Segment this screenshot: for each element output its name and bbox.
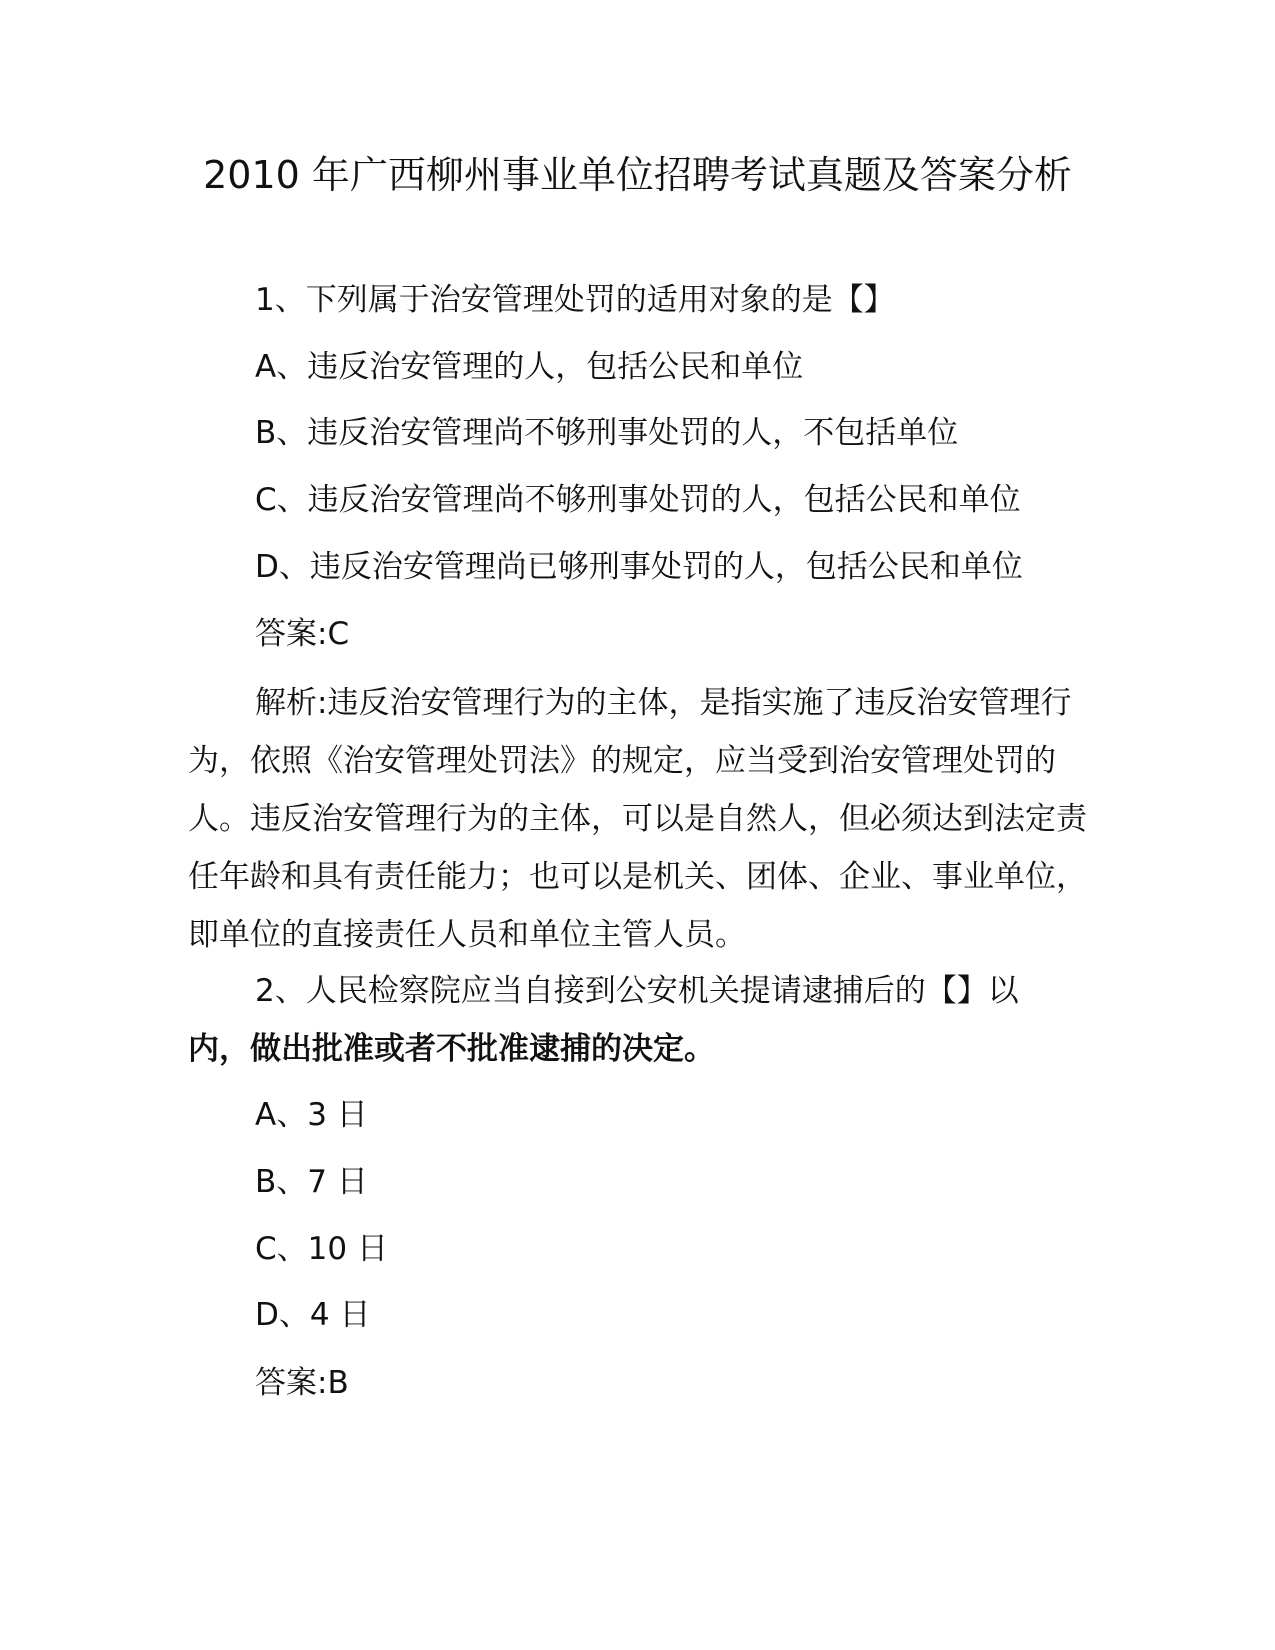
question-2-option-d: D、4 日	[255, 1297, 371, 1333]
question-1-option-b: B、违反治安管理尚不够刑事处罚的人，不包括单位	[255, 415, 959, 451]
question-2-answer: 答案:B	[255, 1365, 349, 1401]
question-2-stem-line-2: 内，做出批准或者不批准逮捕的决定。	[188, 1031, 715, 1067]
question-1-analysis: 解析:违反治安管理行为的主体，是指实施了违反治安管理行为，依照《治安管理处罚法》的规定，应当受到治安管理处罚的人。违反治安管理行为的主体，可以是自然人，但必须达到法定责任年龄和具有责任能力；也可以是机关、团体、企业、事业单位，即单位的直接责任人员和单位主管人员。	[188, 685, 1087, 953]
document-title: 2010 年广西柳州事业单位招聘考试真题及答案分析	[203, 153, 1072, 197]
question-1-option-d: D、违反治安管理尚已够刑事处罚的人，包括公民和单位	[255, 549, 1023, 585]
question-2-option-a: A、3 日	[255, 1097, 368, 1133]
question-1-stem: 1、下列属于治安管理处罚的适用对象的是【】	[255, 282, 895, 318]
question-1-answer: 答案:C	[255, 616, 350, 652]
question-2-option-c: C、10 日	[255, 1231, 388, 1267]
question-2-stem-line-1: 2、人民检察院应当自接到公安机关提请逮捕后的【】以	[255, 973, 1019, 1009]
question-1-option-c: C、违反治安管理尚不够刑事处罚的人，包括公民和单位	[255, 482, 1021, 518]
question-2-option-b: B、7 日	[255, 1164, 368, 1200]
question-1-option-a: A、违反治安管理的人，包括公民和单位	[255, 349, 804, 385]
question-2-stem	[188, 962, 1093, 1078]
